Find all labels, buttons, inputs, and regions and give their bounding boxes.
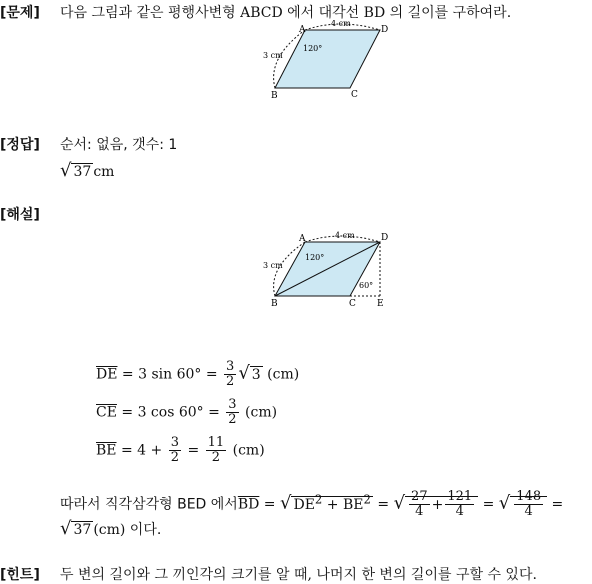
fig1-label-c: C [351, 90, 358, 100]
explanation-figure [255, 228, 395, 308]
fig2-top-length: 4 cm [335, 231, 355, 240]
fig1-label-d: D [381, 25, 389, 35]
equation-be: $\overline{BE} = 4$ + $\frac{3}{2}$ = $\frac{11}{2}$ (cm) [96, 435, 265, 465]
equation-de: $\overline{DE} = 3$ sin 60° = $\frac{3}{2}$ √ 3 (cm) [96, 359, 300, 389]
fig2-angle-60: 60° [359, 281, 374, 290]
answer-value: √ 37 cm [60, 160, 115, 181]
fig1-label-a: A [299, 25, 306, 35]
fig1-angle: 120° [303, 44, 323, 53]
answer-meta: 순서: 없음, 갯수: 1 [60, 137, 178, 153]
fig2-label-a: A [299, 234, 306, 244]
fig2-label-d: D [381, 233, 389, 243]
conclusion-result: √ 37 (cm) 이다. [60, 518, 162, 539]
problem-label: [문제] [0, 5, 40, 21]
explanation-label: [해설] [0, 207, 40, 223]
fig2-label-b: B [271, 299, 278, 308]
conclusion-line: 따라서 직각삼각형 BED 에서$\overline{BD}$ = √ $DE^2 + \overline{BE}^2$ = √ $\frac{27}{4}$ + $\frac{121}{4}$ = √ $\frac{148}{4}$ = [60, 489, 564, 519]
fig2-angle: 120° [305, 253, 325, 262]
parallelogram-figure [255, 20, 395, 100]
answer-label: [정답] [0, 137, 40, 153]
equation-ce: $\overline{CE} = 3$ cos 60° = $\frac{3}{2}$ (cm) [96, 397, 278, 427]
problem-text: 다음 그림과 같은 평행사변형 ABCD 에서 대각선 BD 의 길이를 구하여라. [60, 5, 512, 21]
hint-text: 두 변의 길이와 그 끼인각의 크기를 알 때, 나머지 한 변의 길이를 구할 수 있다. [60, 567, 537, 583]
fig2-label-e: E [377, 299, 384, 308]
fig2-left-length: 3 cm [263, 261, 283, 270]
hint-label: [힌트] [0, 567, 40, 583]
fig1-label-b: B [271, 91, 278, 100]
fig1-left-length: 3 cm [263, 51, 283, 60]
fig2-label-c: C [349, 299, 356, 308]
fig1-top-length: 4 cm [331, 20, 351, 28]
